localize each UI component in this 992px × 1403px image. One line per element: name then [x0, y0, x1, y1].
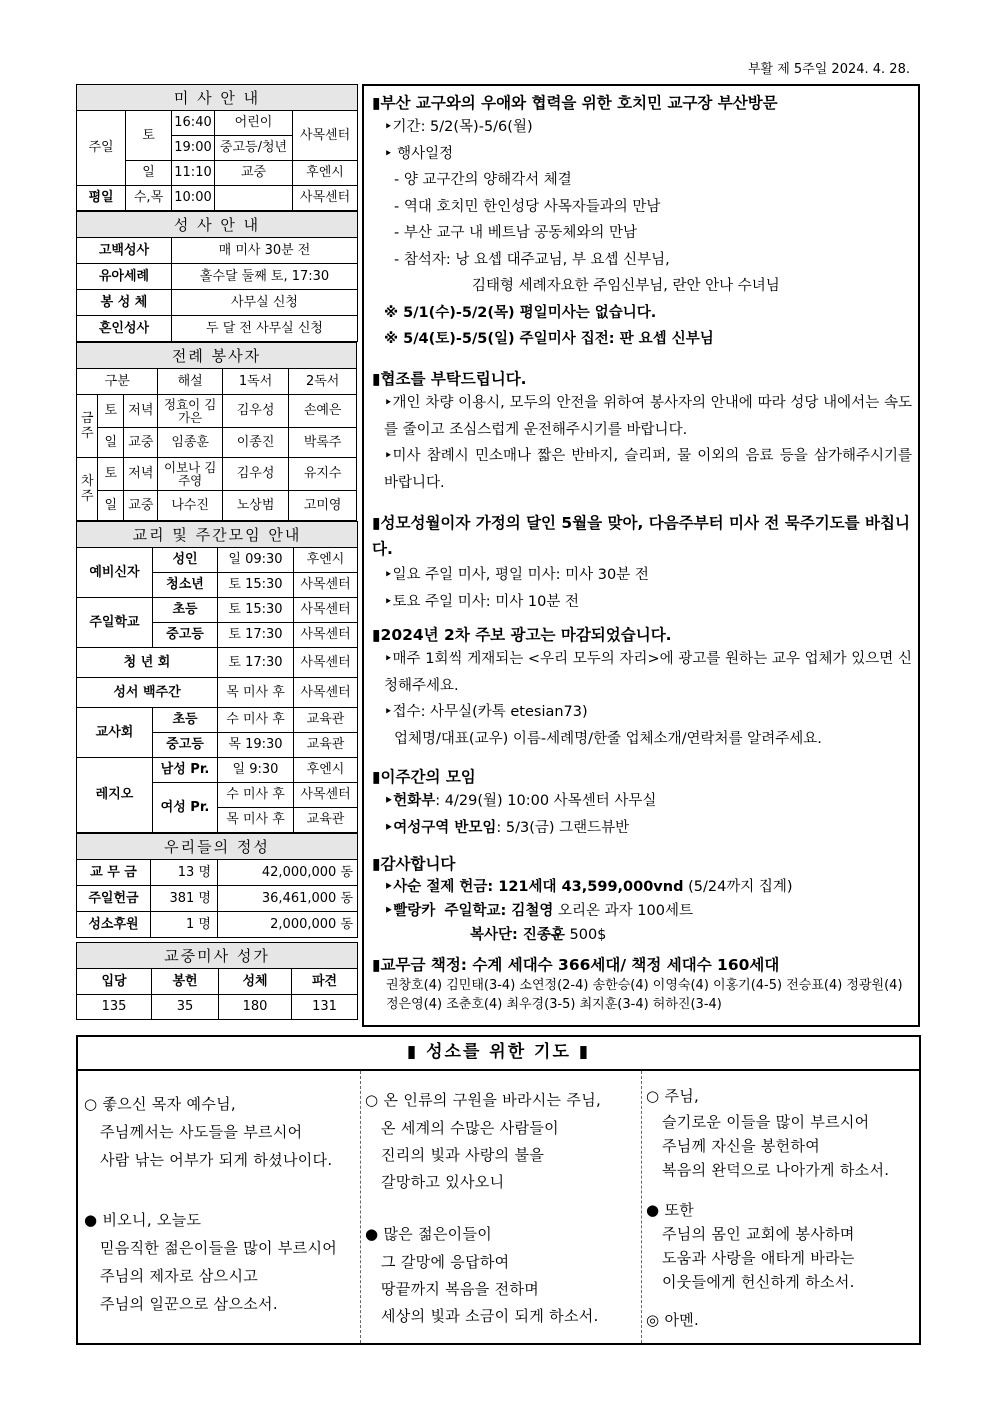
reader-1: 김우성: [222, 395, 288, 428]
thanks-detail: (5/24까지 집계): [683, 879, 793, 895]
meeting-place: 후엔시: [294, 548, 358, 573]
prayer-line: ● 비오니, 오늘도: [84, 1211, 202, 1229]
offering-amount: 42,000,000 동: [218, 860, 358, 886]
hymn-header: 성체: [219, 969, 292, 995]
group-label: 성서 백주간: [77, 678, 218, 708]
mass-type: 어린이: [215, 111, 293, 136]
notice-title: ▮이주간의 모임: [372, 768, 476, 786]
offering-label: 성소후원: [77, 912, 151, 938]
thanks-item: 주일학교: 김철영: [444, 903, 554, 919]
prayer-line: 도움과 사랑을 애타게 바라는: [662, 1249, 855, 1267]
sacrament-table: [76, 211, 358, 342]
commentator: 나수진: [158, 491, 222, 521]
notice-title: ▮협조를 부탁드립니다.: [372, 370, 527, 388]
thanks-detail: 500$: [564, 927, 607, 943]
notice-line: ※ 5/4(토)-5/5(일) 주일미사 집전: 판 요셉 신부님: [384, 331, 714, 347]
offering-table: [76, 833, 358, 938]
notice-title: ▮성모성월이자 가정의 달인 5월을 맞아, 다음주부터 미사 전 묵주기도를 바칩니다.: [372, 514, 910, 558]
offering-count: 13 명: [151, 860, 218, 886]
vocation-prayer-box: [76, 1035, 921, 1345]
reader-2: 손예은: [289, 395, 357, 428]
notice-rosary: [372, 510, 912, 615]
sacrament-label: 고백성사: [77, 238, 172, 264]
prayer-line: ○ 온 인류의 구원을 바라시는 주님,: [365, 1091, 602, 1109]
mass-place: 사목센터: [293, 111, 358, 161]
thanks-item: 복사단: 진종훈: [470, 927, 565, 943]
meeting-time: 토 15:30: [218, 598, 294, 623]
subgroup: 남성 Pr.: [153, 758, 218, 783]
meeting-time: 목 미사 후: [218, 678, 294, 708]
subgroup: 초등: [153, 598, 218, 623]
mass-kind: 교중: [124, 491, 158, 521]
mass-schedule-table: [76, 84, 358, 211]
notice-title: ▮교무금 책정: 수계 세대수 366세대/ 책정 세대수 160세대: [372, 956, 780, 974]
hymn-header: 봉헌: [152, 969, 219, 995]
subgroup: 초등: [153, 708, 218, 733]
bulletin-date: 부활 제 5주일 2024. 4. 28.: [747, 62, 910, 77]
notice-line: ‣ 행사일정: [384, 145, 454, 162]
prayer-line: 세상의 빛과 소금이 되게 하소서.: [381, 1307, 599, 1325]
this-week-label: 금주: [77, 395, 98, 458]
left-info-column: [76, 84, 357, 1020]
mass-time: 11:10: [172, 161, 215, 186]
liturgy-title: 전례 봉사자: [77, 343, 357, 369]
liturgy-header: 구분: [77, 369, 158, 395]
mass-type: 교중: [215, 161, 293, 186]
meeting-place: 사목센터: [294, 678, 358, 708]
hymn-table: [76, 942, 358, 1020]
notice-line: - 부산 교구 내 베트남 공동체와의 만남: [394, 225, 637, 241]
hymn-header: 입당: [77, 969, 152, 995]
prayer-column-2: [360, 1071, 641, 1343]
notice-line: ※ 5/1(수)-5/2(목) 평일미사는 없습니다.: [384, 304, 657, 321]
meeting-name: ‣여성구역 반모임: [384, 819, 497, 836]
subgroup: 여성 Pr.: [153, 783, 218, 833]
prayer-line: 주님의 몸인 교회에 봉사하며: [662, 1225, 855, 1243]
day-label: 토: [98, 458, 124, 491]
meeting-time: 일 9:30: [218, 758, 294, 783]
meeting-place: 교육관: [294, 708, 358, 733]
mass-place: 후엔시: [293, 161, 358, 186]
mass-time: 16:40: [172, 111, 215, 136]
mass-title: 미 사 안 내: [77, 85, 358, 111]
hymn-header: 파견: [292, 969, 358, 995]
prayer-line: 복음의 완덕으로 나아가게 하소서.: [662, 1161, 890, 1179]
catechism-title: 교리 및 주간모임 안내: [77, 522, 358, 548]
sacrament-label: 혼인성사: [77, 316, 172, 342]
sacrament-title: 성 사 안 내: [77, 212, 358, 238]
prayer-line: 갈망하고 있사오니: [381, 1173, 505, 1191]
subgroup: 성인: [153, 548, 218, 573]
sacrament-value: 홀수달 둘째 토, 17:30: [172, 264, 358, 290]
catechism-table: [76, 521, 358, 833]
mass-kind: 저녁: [124, 458, 158, 491]
offering-label: 주일헌금: [77, 886, 151, 912]
group-label: 주일학교: [77, 598, 153, 648]
notice-meetings: [372, 766, 912, 841]
notices-box: [362, 84, 920, 1027]
meeting-name: ‣헌화부: [384, 793, 436, 809]
notice-title: ▮2024년 2차 주보 광고는 마감되었습니다.: [372, 626, 672, 644]
prayer-line: 그 갈망에 응답하여: [381, 1253, 510, 1271]
reader-2: 유지수: [289, 458, 357, 491]
commentator: 정효이 김가은: [158, 395, 222, 428]
hymn-number: 135: [77, 995, 152, 1020]
notice-line: ‣개인 차량 이용시, 모두의 안전을 위하여 봉사자의 안내에 따라 성당 내에서는 속도를 줄이고 조심스럽게 운전해주시기를 바랍니다.: [384, 395, 912, 438]
meeting-place: 후엔시: [294, 758, 358, 783]
prayer-line: 믿음직한 젊은이들을 많이 부르시어: [100, 1239, 338, 1257]
prayer-line: ○ 좋으신 목자 예수님,: [84, 1095, 236, 1113]
day-label: 일: [98, 491, 124, 521]
notice-line: - 참석자: 낭 요셉 대주교님, 부 요셉 신부님,: [394, 251, 670, 268]
notice-visit: [372, 92, 912, 353]
notice-line: ‣일요 주일 미사, 평일 미사: 미사 30분 전: [384, 567, 649, 583]
prayer-line: 주님의 일꾼으로 삼으소서.: [100, 1295, 278, 1313]
meeting-time: 토 17:30: [218, 648, 294, 678]
notice-thanks: [372, 853, 912, 947]
offering-label: 교 무 금: [77, 860, 151, 886]
sun-label: 일: [126, 161, 172, 186]
notice-line: 업체명/대표(교우) 이름-세례명/한줄 업체소개/연락처를 알려주세요.: [394, 730, 822, 747]
liturgy-header: 2독서: [289, 369, 357, 395]
notice-ads: [372, 624, 912, 752]
mass-time: 19:00: [172, 136, 215, 161]
meeting-time: 일 09:30: [218, 548, 294, 573]
prayer-line: 주님께서는 사도들을 부르시어: [100, 1123, 303, 1141]
day-label: 일: [98, 428, 124, 458]
meeting-place: 교육관: [294, 808, 358, 833]
commentator: 이보나 김주영: [158, 458, 222, 491]
notice-title: ▮감사합니다: [372, 855, 456, 873]
sunday-label: 주일: [77, 111, 126, 186]
liturgy-header: 해설: [158, 369, 222, 395]
prayer-line: 주님의 제자로 삼으시고: [100, 1267, 259, 1285]
meeting-place: 사목센터: [294, 783, 358, 808]
offering-amount: 2,000,000 동: [218, 912, 358, 938]
notice-line: ‣매주 1회씩 게재되는 <우리 모두의 자리>에 광고를 원하는 교우 업체가 있으면 신청해주세요.: [384, 651, 912, 694]
prayer-line: 사람 낚는 어부가 되게 하셨나이다.: [100, 1151, 333, 1169]
offering-amount: 36,461,000 동: [218, 886, 358, 912]
group-label: 청 년 회: [77, 648, 218, 678]
prayer-line: ◎ 아멘.: [646, 1311, 700, 1329]
subgroup: 중고등: [153, 733, 218, 758]
thanks-detail: 오리온 과자 100세트: [553, 903, 693, 919]
notice-line: ‣토요 주일 미사: 미사 10분 전: [384, 593, 580, 610]
sat-label: 토: [126, 111, 172, 161]
meeting-time: 목 미사 후: [218, 808, 294, 833]
prayer-line: ● 또한: [646, 1201, 695, 1219]
meeting-time: 토 15:30: [218, 573, 294, 598]
hymn-number: 35: [152, 995, 219, 1020]
notice-line: - 역대 호치민 한인성당 사목자들과의 만남: [394, 198, 661, 215]
meeting-time: 목 19:30: [218, 733, 294, 758]
notice-line: ‣미사 참례시 민소매나 짧은 반바지, 슬리퍼, 물 이외의 음료 등을 삼가해주시기를 바랍니다.: [384, 448, 912, 491]
liturgy-table: [76, 342, 357, 521]
reader-1: 김우성: [222, 458, 288, 491]
prayer-line: ● 많은 젊은이들이: [365, 1225, 493, 1243]
mass-kind: 교중: [124, 428, 158, 458]
offering-count: 1 명: [151, 912, 218, 938]
meeting-detail: : 4/29(월) 10:00 사목센터 사무실: [435, 793, 657, 809]
group-label: 예비신자: [77, 548, 153, 598]
prayer-column-1: [78, 1071, 360, 1343]
meeting-place: 사목센터: [294, 573, 358, 598]
meeting-time: 수 미사 후: [218, 783, 294, 808]
prayer-line: ○ 주님,: [646, 1087, 700, 1105]
wedthu-label: 수,목: [126, 186, 172, 211]
meeting-place: 사목센터: [294, 598, 358, 623]
prayer-line: 온 세계의 수많은 사람들이: [381, 1119, 559, 1137]
prayer-title: ▮ 성소를 위한 기도 ▮: [78, 1037, 919, 1071]
commentator: 임종훈: [158, 428, 222, 458]
hymn-title: 교중미사 성가: [77, 943, 358, 969]
sacrament-label: 봉 성 체: [77, 290, 172, 316]
meeting-place: 사목센터: [294, 623, 358, 648]
subgroup: 중고등: [153, 623, 218, 648]
mass-kind: 저녁: [124, 395, 158, 428]
thanks-item: ‣사순 절제 헌금: 121세대 43,599,000vnd: [384, 879, 684, 895]
meeting-detail: : 5/3(금) 그랜드뷰반: [496, 819, 630, 836]
notice-cooperation: [372, 368, 912, 496]
notice-line: 김태형 세례자요한 주임신부님, 란안 안나 수녀님: [472, 278, 780, 294]
reader-2: 고미영: [289, 491, 357, 521]
meeting-place: 사목센터: [294, 648, 358, 678]
next-week-label: 차주: [77, 458, 98, 521]
prayer-line: 주님께 자신을 봉헌하여: [662, 1137, 821, 1155]
notice-line: ‣기간: 5/2(목)-5/6(월): [384, 119, 533, 135]
meeting-time: 토 17:30: [218, 623, 294, 648]
sacrament-value: 매 미사 30분 전: [172, 238, 358, 264]
hymn-number: 180: [219, 995, 292, 1020]
hymn-number: 131: [292, 995, 358, 1020]
prayer-line: 땅끝까지 복음을 전하며: [381, 1280, 540, 1298]
meeting-place: 교육관: [294, 733, 358, 758]
notice-line: ‣접수: 사무실(카톡 etesian73): [384, 704, 588, 720]
sacrament-value: 두 달 전 사무실 신청: [172, 316, 358, 342]
mass-place: 사목센터: [293, 186, 358, 211]
sacrament-label: 유아세례: [77, 264, 172, 290]
prayer-line: 진리의 빛과 사랑의 불을: [381, 1146, 545, 1164]
liturgy-header: 1독서: [222, 369, 288, 395]
subgroup: 청소년: [153, 573, 218, 598]
tithe-names: 권창호(4) 김민태(3-4) 소연정(2-4) 송한승(4) 이영숙(4) 이홍기(4-5) 전승표(4) 정광원(4) 정은영(4) 조춘호(4) 최우경(3-5) 최지훈(3-4) 허하진(3-4): [386, 978, 903, 1012]
reader-1: 노상범: [222, 491, 288, 521]
notice-title: ▮부산 교구와의 우애와 협력을 위한 호치민 교구장 부산방문: [372, 94, 778, 112]
group-label: 레지오: [77, 758, 153, 833]
notice-line: - 양 교구간의 양해각서 체결: [394, 172, 572, 188]
offering-count: 381 명: [151, 886, 218, 912]
mass-type-empty: [215, 186, 293, 211]
mass-time: 10:00: [172, 186, 215, 211]
meeting-time: 수 미사 후: [218, 708, 294, 733]
reader-2: 박록주: [289, 428, 357, 458]
prayer-line: 이웃들에게 헌신하게 하소서.: [662, 1273, 855, 1291]
prayer-column-3: [641, 1071, 920, 1343]
notice-tithe: [372, 954, 912, 1014]
day-label: 토: [98, 395, 124, 428]
offering-title: 우리들의 정성: [77, 834, 358, 860]
group-label: 교사회: [77, 708, 153, 758]
reader-1: 이종진: [222, 428, 288, 458]
mass-type: 중고등/청년: [215, 136, 293, 161]
thanks-item: ‣빨랑카: [384, 903, 436, 919]
sacrament-value: 사무실 신청: [172, 290, 358, 316]
prayer-line: 슬기로운 이들을 많이 부르시어: [662, 1113, 870, 1131]
weekday-label: 평일: [77, 186, 126, 211]
